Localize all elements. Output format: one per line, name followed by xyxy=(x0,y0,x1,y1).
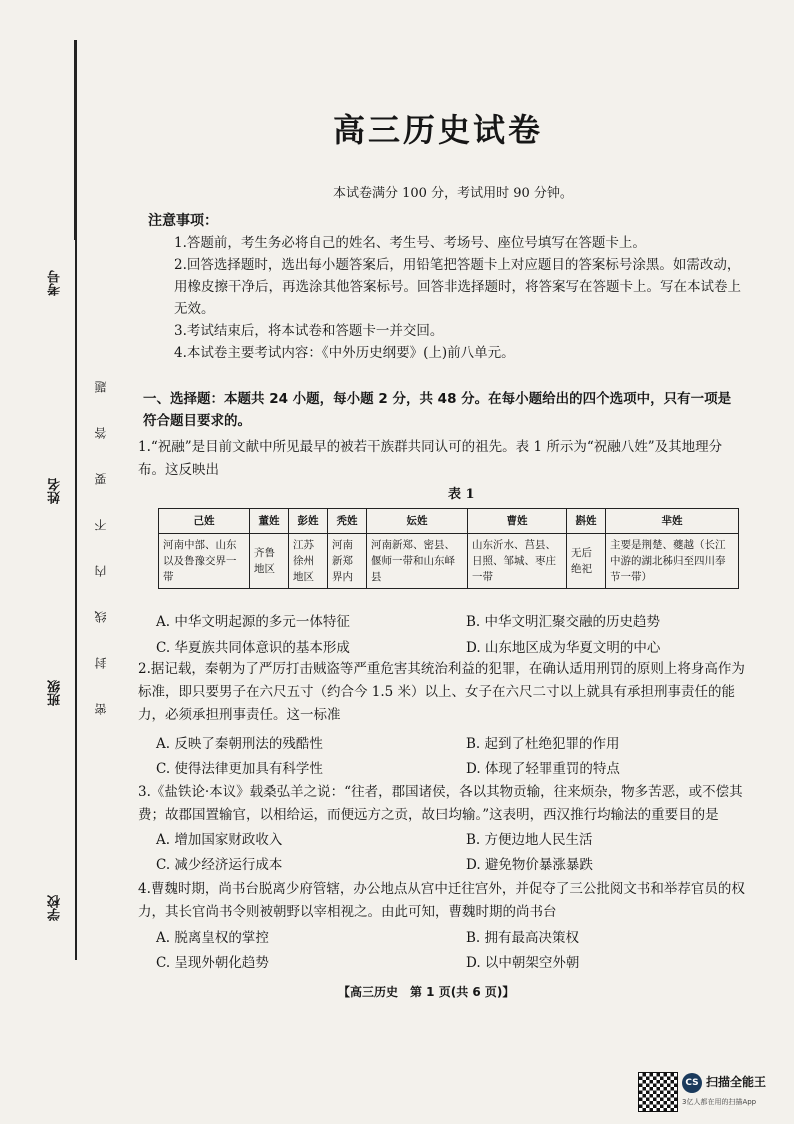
table-cell: 齐鲁地区 xyxy=(250,534,289,589)
table-header: 曹姓 xyxy=(468,509,567,534)
seal-warning: 密封线内不要答题 xyxy=(94,347,108,715)
table-title: 表 1 xyxy=(448,487,475,502)
table-cell: 河南新郑界内 xyxy=(328,534,367,589)
table-cell: 河南新郑、密县、偃师一带和山东峄县 xyxy=(367,534,468,589)
scanner-app-name: 扫描全能王 xyxy=(706,1075,767,1089)
option-a: A. 反映了秦朝刑法的残酷性 xyxy=(156,736,323,752)
page-footer: 【高三历史 第 1 页(共 6 页)】 xyxy=(338,985,515,999)
qr-code-icon xyxy=(638,1072,678,1112)
school-label: 学校 xyxy=(48,895,63,921)
option-a: A. 增加国家财政收入 xyxy=(156,832,283,848)
table-header: 妘姓 xyxy=(367,509,468,534)
option-b: B. 方便边地人民生活 xyxy=(466,832,593,848)
option-c: C. 华夏族共同体意识的基本形成 xyxy=(156,640,350,656)
table-header: 斟姓 xyxy=(567,509,606,534)
class-label: 班级 xyxy=(48,680,63,706)
option-c: C. 使得法律更加具有科学性 xyxy=(156,761,323,777)
note-item: 1.答题前，考生务必将自己的姓名、考生号、考场号、座位号填写在答题卡上。 xyxy=(174,235,646,251)
table-cell: 主要是荆楚、夔越（长江中游的湖北秭归至四川奉节一带） xyxy=(606,534,739,589)
option-a: A. 中华文明起源的多元一体特征 xyxy=(156,614,350,630)
table-cell: 无后绝祀 xyxy=(567,534,606,589)
option-c: C. 呈现外朝化趋势 xyxy=(156,955,269,971)
option-d: D. 体现了轻罪重罚的特点 xyxy=(466,761,620,777)
option-b: B. 中华文明汇聚交融的历史趋势 xyxy=(466,614,661,630)
table-header: 彭姓 xyxy=(289,509,328,534)
question-3-stem: 3.《盐铁论·本议》载桑弘羊之说：“往者，郡国诸侯，各以其物贡输，往来烦杂，物多苦恶，或不偿其费；故郡国置输官，以相给运，而便远方之贡，故曰均输。”这表明，西汉推行均输法的重要目的是 xyxy=(138,784,743,823)
note-item: 2.回答选择题时，选出每小题答案后，用铅笔把答题卡上对应题目的答案标号涂黑。如需改动，用橡皮擦干净后，再选涂其他答案标号。回答非选择题时，将答案写在答题卡上。写在本试卷上无效。 xyxy=(174,257,741,317)
exam-number-blank xyxy=(74,40,76,240)
table-header: 己姓 xyxy=(159,509,250,534)
table-cell: 江苏徐州地区 xyxy=(289,534,328,589)
option-a: A. 脱离皇权的掌控 xyxy=(156,930,269,946)
surname-table xyxy=(158,508,739,589)
exam-intro: 本试卷满分 100 分，考试用时 90 分钟。 xyxy=(333,186,573,201)
binding-margin xyxy=(0,0,112,1124)
scanner-app-tagline: 3亿人都在用的扫描App xyxy=(682,1098,757,1106)
exam-number-label: 考号 xyxy=(48,270,63,296)
option-d: D. 山东地区成为华夏文明的中心 xyxy=(466,640,661,656)
question-1-stem: 1.“祝融”是目前文献中所见最早的被若干族群共同认可的祖先。表 1 所示为“祝融八姓”及其地理分布。这反映出 xyxy=(138,439,723,478)
table-header: 秃姓 xyxy=(328,509,367,534)
option-c: C. 减少经济运行成本 xyxy=(156,857,283,873)
table-cell: 山东沂水、莒县、日照、邹城、枣庄一带 xyxy=(468,534,567,589)
note-item: 3.考试结束后，将本试卷和答题卡一并交回。 xyxy=(174,323,444,339)
question-4-stem: 4.曹魏时期，尚书台脱离少府管辖，办公地点从宫中迁往宫外，并促夺了三公批阅文书和举荐官员的权力，其长官尚书令则被朝野以宰相视之。由此可知，曹魏时期的尚书台 xyxy=(138,881,745,920)
option-d: D. 避免物价暴涨暴跌 xyxy=(466,857,593,873)
question-2-stem: 2.据记载，秦朝为了严厉打击贼盗等严重危害其统治利益的犯罪，在确认适用刑罚的原则上将身高作为标准，即只要男子在六尺五寸（约合今 1.5 米）以上、女子在六尺二寸以上就具有承担刑事责任的能力，必须承担刑事责任。这一标准 xyxy=(138,661,745,723)
option-b: B. 拥有最高决策权 xyxy=(466,930,580,946)
notes-heading: 注意事项： xyxy=(148,213,218,229)
option-b: B. 起到了杜绝犯罪的作用 xyxy=(466,736,620,752)
name-label: 姓名 xyxy=(48,478,63,504)
option-d: D. 以中朝架空外朝 xyxy=(466,955,580,971)
table-cell: 河南中部、山东以及鲁豫交界一带 xyxy=(159,534,250,589)
page-title: 高三历史试卷 xyxy=(333,111,544,149)
note-item: 4.本试卷主要考试内容：《中外历史纲要》(上)前八单元。 xyxy=(174,345,515,361)
table-header: 董姓 xyxy=(250,509,289,534)
table-header: 芈姓 xyxy=(606,509,739,534)
section-heading: 一、选择题：本题共 24 小题，每小题 2 分，共 48 分。在每小题给出的四个选项中，只有一项是符合题目要求的。 xyxy=(143,391,732,429)
camscanner-logo-icon: CS xyxy=(682,1073,702,1093)
